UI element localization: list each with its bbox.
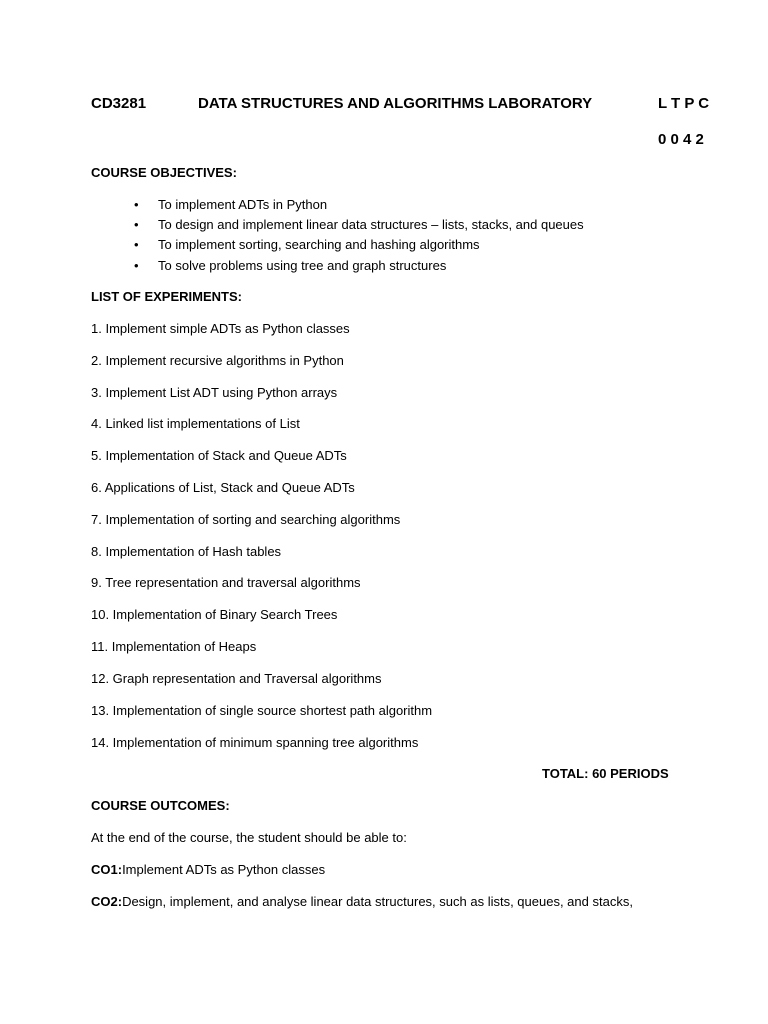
outcome-item <box>91 894 633 909</box>
course-code: CD3281 <box>91 95 147 112</box>
ltpc-values: 0 0 4 2 <box>658 131 704 148</box>
outcomes-heading: COURSE OUTCOMES: <box>91 798 230 813</box>
experiment-item: 4. Linked list implementations of List <box>91 416 300 431</box>
objective-text: To implement sorting, searching and hashing algorithms <box>158 237 480 252</box>
experiment-item: 3. Implement List ADT using Python arrays <box>91 385 338 400</box>
outcomes-intro: At the end of the course, the student should be able to: <box>91 830 407 845</box>
objective-text: To solve problems using tree and graph structures <box>158 258 447 273</box>
experiment-item: 5. Implementation of Stack and Queue ADTs <box>91 448 347 463</box>
experiment-item: 7. Implementation of sorting and searching algorithms <box>91 512 401 527</box>
course-title: DATA STRUCTURES AND ALGORITHMS LABORATORY <box>198 95 593 112</box>
outcome-label: CO1: <box>91 862 123 877</box>
experiment-item: 1. Implement simple ADTs as Python classes <box>91 321 350 336</box>
experiment-item: 8. Implementation of Hash tables <box>91 544 282 559</box>
experiment-item: 10. Implementation of Binary Search Trees <box>91 607 338 622</box>
objectives-heading: COURSE OBJECTIVES: <box>91 165 237 180</box>
bullet-icon: • <box>134 237 139 252</box>
objective-text: To design and implement linear data structures – lists, stacks, and queues <box>158 217 584 232</box>
experiment-item: 12. Graph representation and Traversal algorithms <box>91 671 382 686</box>
bullet-icon: • <box>134 258 139 273</box>
experiment-item: 6. Applications of List, Stack and Queue ADTs <box>91 480 355 495</box>
experiment-item: 11. Implementation of Heaps <box>91 639 257 654</box>
experiment-item: 9. Tree representation and traversal algorithms <box>91 575 361 590</box>
experiment-item: 13. Implementation of single source shortest path algorithm <box>91 703 433 718</box>
objective-text: To implement ADTs in Python <box>158 197 328 212</box>
bullet-icon: • <box>134 197 139 212</box>
outcome-item <box>91 862 325 877</box>
outcome-label: CO2: <box>91 894 123 909</box>
bullet-icon: • <box>134 217 139 232</box>
ltpc-label: L T P C <box>658 95 710 112</box>
total-periods: TOTAL: 60 PERIODS <box>542 766 669 781</box>
experiment-item: 14. Implementation of minimum spanning tree algorithms <box>91 735 419 750</box>
experiment-item: 2. Implement recursive algorithms in Python <box>91 353 344 368</box>
outcome-text: Design, implement, and analyse linear data structures, such as lists, queues, and stacks, <box>122 894 633 909</box>
experiments-heading: LIST OF EXPERIMENTS: <box>91 289 242 304</box>
outcome-text: Implement ADTs as Python classes <box>122 862 326 877</box>
